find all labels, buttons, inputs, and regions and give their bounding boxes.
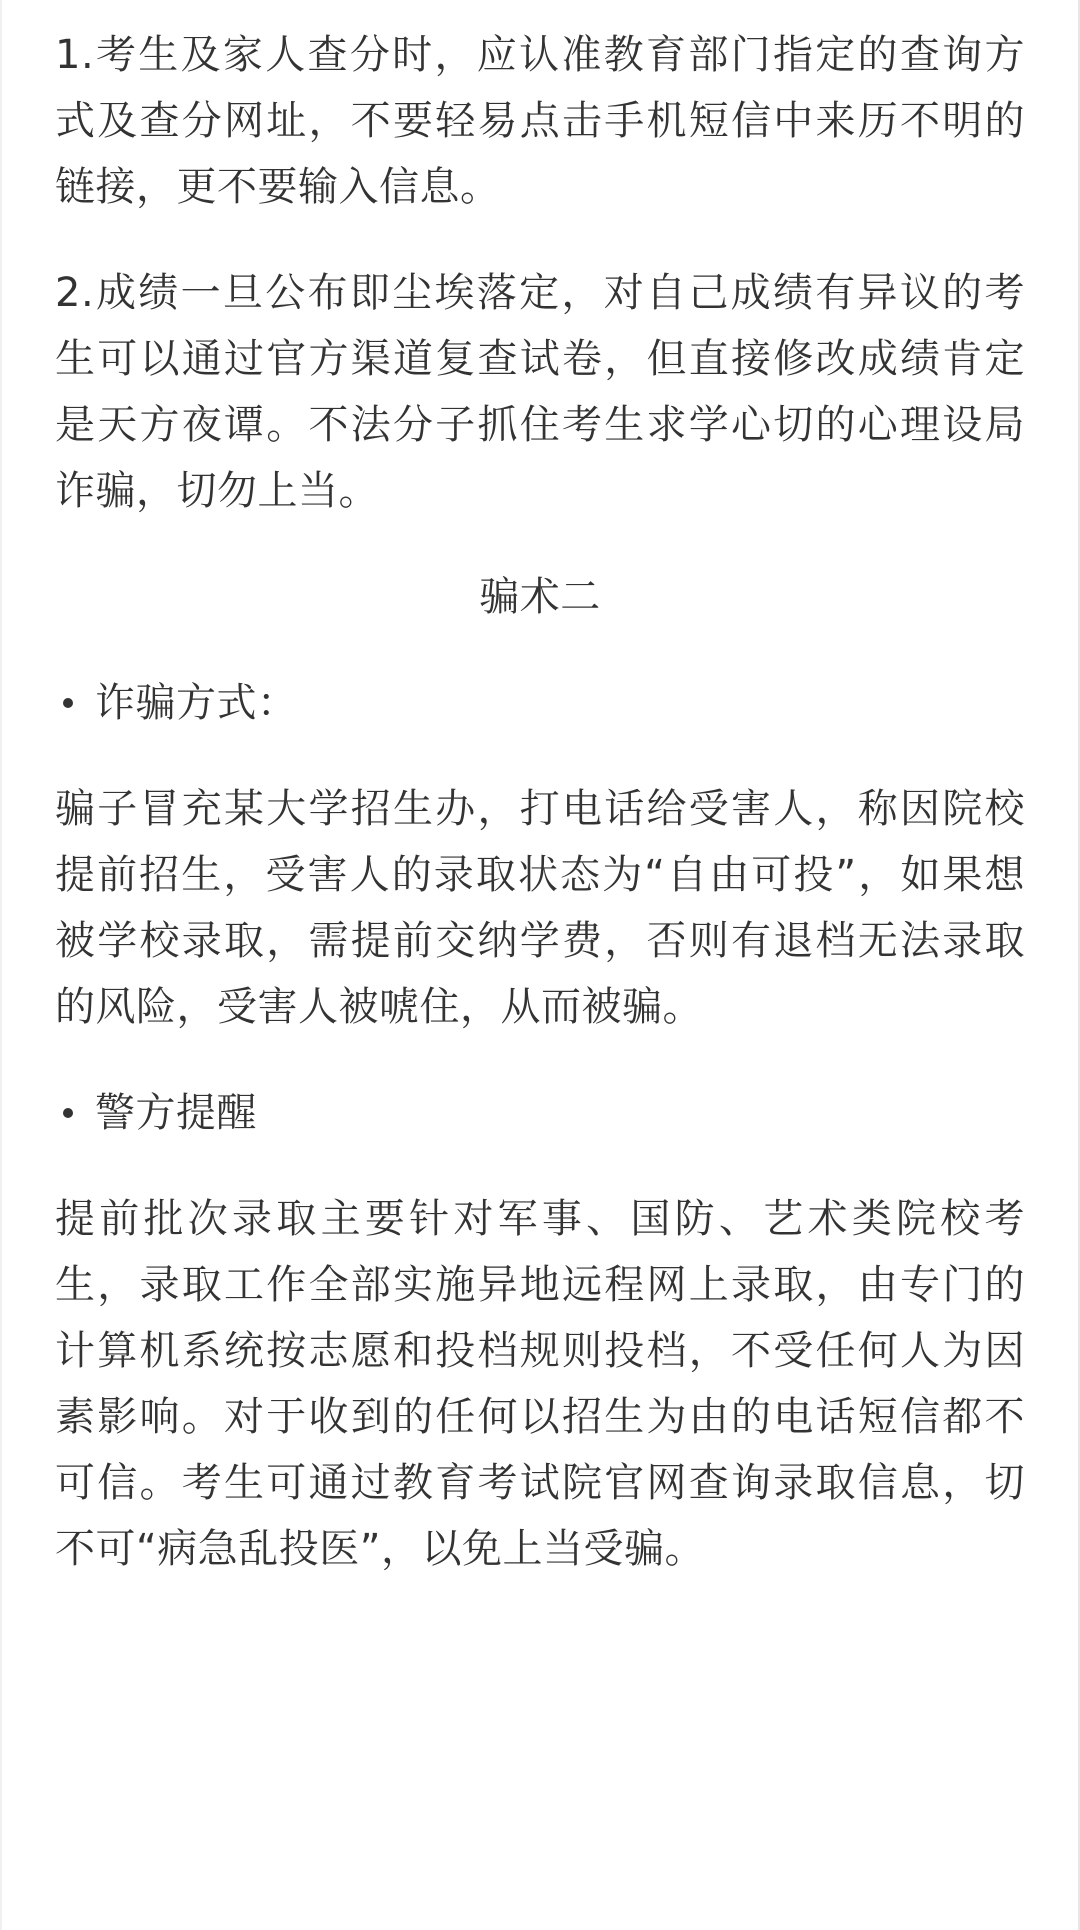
section-heading-scam-2: 骗术二 — [479, 574, 601, 620]
bullet-fraud-method-label: 诈骗方式： — [95, 680, 298, 726]
page-border-left — [0, 0, 2, 1930]
paragraph-tip-2: 2.成绩一旦公布即尘埃落定，对自己成绩有异议的考生可以通过官方渠道复查试卷，但直接修改成绩肯定是天方夜谭。不法分子抓住考生求学心切的心理设局诈骗，切勿上当。 — [55, 270, 1025, 514]
article-body — [55, 22, 1025, 1622]
bullet-police-reminder — [55, 1080, 1025, 1146]
paragraph-police-reminder: 提前批次录取主要针对军事、国防、艺术类院校考生，录取工作全部实施异地远程网上录取，由专门的计算机系统按志愿和投档规则投档，不受任何人为因素影响。对于收到的任何以招生为由的电话短信都不可信。考生可通过教育考试院官网查询录取信息，切不可“病急乱投医”，以免上当受骗。 — [55, 1196, 1025, 1572]
bullet-police-reminder-label: 警方提醒 — [95, 1090, 257, 1136]
paragraph-tip-1: 1.考生及家人查分时，应认准教育部门指定的查询方式及查分网址，不要轻易点击手机短信中来历不明的链接，更不要输入信息。 — [55, 32, 1025, 210]
bullet-dot-icon — [63, 1108, 73, 1118]
bullet-dot-icon — [63, 698, 73, 708]
bullet-fraud-method — [55, 670, 1025, 736]
paragraph-fraud-method: 骗子冒充某大学招生办，打电话给受害人，称因院校提前招生，受害人的录取状态为“自由可投”，如果想被学校录取，需提前交纳学费，否则有退档无法录取的风险，受害人被唬住，从而被骗。 — [55, 786, 1025, 1030]
